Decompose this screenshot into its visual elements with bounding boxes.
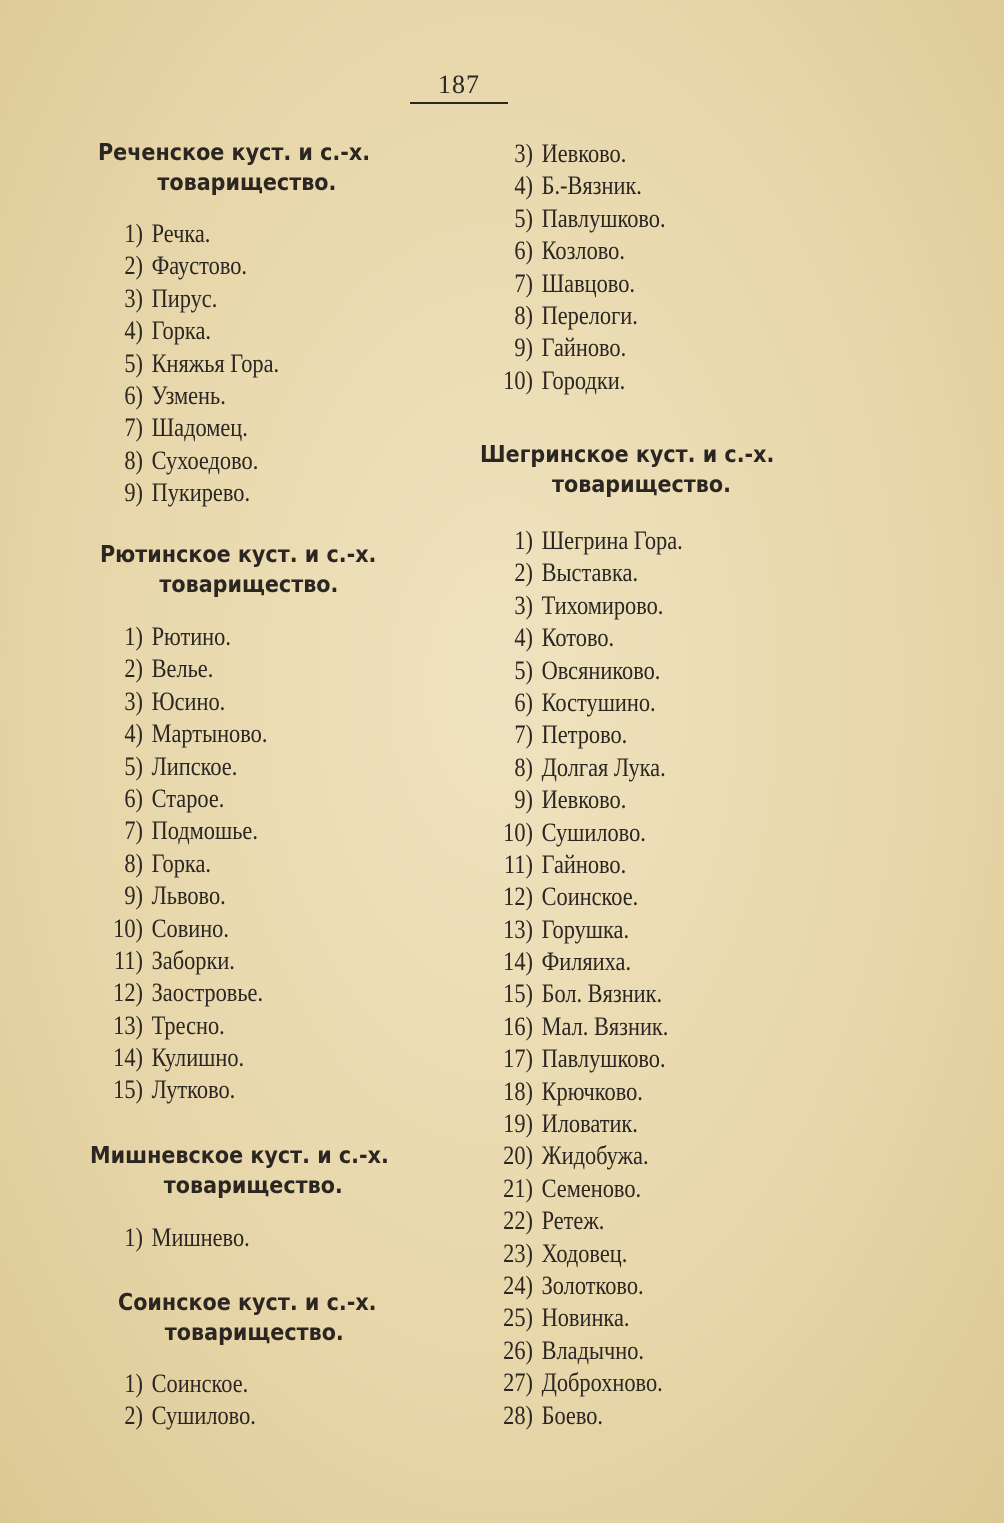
- item-name: Владычно.: [541, 1335, 644, 1365]
- item-name: Иевково.: [541, 785, 627, 815]
- list-item: [490, 1205, 683, 1237]
- item-name: Юсино.: [151, 686, 226, 716]
- item-name: Шавцово.: [541, 268, 635, 298]
- list-ryutinskoe: [100, 621, 295, 1107]
- item-number: 10): [503, 817, 533, 847]
- item-name: Сушилово.: [151, 1401, 256, 1431]
- item-number: 27): [503, 1368, 533, 1398]
- item-number: 4): [124, 316, 143, 346]
- item-name: Гайново.: [541, 849, 627, 879]
- item-name: Заборки.: [151, 945, 235, 975]
- item-number: 20): [503, 1141, 533, 1171]
- list-item: [490, 946, 683, 978]
- item-name: Пирус.: [151, 283, 218, 313]
- page-number: 187: [410, 70, 508, 104]
- item-number: 7): [124, 413, 143, 443]
- item-name: Б.-Вязник.: [541, 171, 642, 201]
- item-number: 16): [503, 1011, 533, 1041]
- list-item: [100, 283, 279, 315]
- list-item: [100, 315, 279, 347]
- item-name: Мартыново.: [151, 719, 268, 749]
- item-number: 8): [124, 848, 143, 878]
- item-number: 2): [124, 1401, 143, 1431]
- item-name: Горушка.: [541, 914, 630, 944]
- item-name: Рютино.: [151, 622, 231, 651]
- list-mishnevskoe: [100, 1222, 274, 1254]
- item-number: 6): [124, 783, 143, 813]
- list-item: [100, 880, 267, 912]
- item-name: Фаустово.: [151, 251, 247, 281]
- item-number: 8): [514, 752, 533, 782]
- section-ryutinskoe: [100, 540, 407, 600]
- item-name: Семеново.: [541, 1173, 642, 1203]
- list-item: [490, 332, 666, 364]
- item-number: 2): [514, 558, 533, 588]
- item-name: Княжья Гора.: [151, 348, 280, 378]
- heading-line-1: Рютинское куст. и с.-х.: [100, 542, 377, 568]
- item-number: 6): [514, 236, 533, 266]
- item-number: 14): [113, 1043, 143, 1073]
- item-number: 15): [503, 979, 533, 1009]
- list-soinskoe: [100, 1368, 281, 1433]
- item-number: 25): [503, 1303, 533, 1333]
- item-number: 2): [124, 251, 143, 281]
- list-soinskoe-continued: [490, 138, 694, 397]
- list-item: [490, 978, 683, 1010]
- list-item: [100, 751, 267, 783]
- list-item: [490, 1108, 683, 1140]
- item-name: Соинское.: [151, 1369, 249, 1398]
- item-name: Гайново.: [541, 333, 627, 363]
- list-item: [490, 784, 683, 816]
- item-name: Бол. Вязник.: [541, 979, 663, 1009]
- list-item: [490, 622, 683, 654]
- item-name: Доброхново.: [541, 1368, 663, 1398]
- section-heading: [98, 138, 370, 198]
- list-item: [100, 621, 267, 653]
- item-number: 1): [124, 622, 143, 651]
- list-item: [490, 1140, 683, 1172]
- list-item: [100, 653, 267, 685]
- item-number: 3): [514, 139, 533, 168]
- list-item: [100, 686, 267, 718]
- section-heading: [480, 440, 774, 500]
- item-number: 5): [124, 751, 143, 781]
- list-item: [100, 783, 267, 815]
- list-item: [490, 719, 683, 751]
- list-item: [100, 977, 267, 1009]
- item-number: 1): [514, 526, 533, 555]
- item-name: Старое.: [151, 783, 225, 813]
- item-number: 23): [503, 1238, 533, 1268]
- item-number: 15): [113, 1075, 143, 1105]
- list-item: [100, 412, 279, 444]
- item-name: Шегрина Гора.: [541, 526, 683, 555]
- heading-line-2: товарищество.: [164, 1320, 344, 1346]
- item-name: Лутково.: [151, 1075, 236, 1105]
- item-number: 4): [124, 719, 143, 749]
- item-number: 9): [514, 785, 533, 815]
- item-number: 28): [503, 1400, 533, 1430]
- item-number: 1): [124, 1369, 143, 1398]
- item-number: 1): [124, 1223, 143, 1252]
- item-name: Сухоедово.: [151, 445, 259, 475]
- item-name: Узмень.: [151, 380, 226, 410]
- list-item: [490, 170, 666, 202]
- item-number: 3): [514, 590, 533, 620]
- item-name: Жидобужа.: [541, 1141, 649, 1171]
- item-name: Липское.: [151, 751, 238, 781]
- item-number: 5): [514, 655, 533, 685]
- section-heading: [90, 1141, 389, 1201]
- list-item: [490, 268, 666, 300]
- list-item: [100, 815, 267, 847]
- item-name: Заостровье.: [151, 978, 264, 1008]
- list-item: [490, 138, 666, 170]
- item-name: Городки.: [541, 365, 626, 395]
- heading-line-2: товарищество.: [552, 472, 731, 498]
- item-number: 4): [514, 623, 533, 653]
- item-name: Сушилово.: [541, 817, 646, 847]
- item-name: Велье.: [151, 654, 214, 684]
- list-item: [100, 1074, 267, 1106]
- item-name: Соинское.: [541, 882, 639, 912]
- section-rechenskoe: [98, 138, 400, 198]
- list-item: [100, 1222, 250, 1254]
- item-name: Павлушково.: [541, 1044, 666, 1074]
- item-number: 11): [114, 945, 143, 975]
- item-number: 21): [503, 1173, 533, 1203]
- item-number: 3): [124, 686, 143, 716]
- heading-line-1: Мишневское куст. и с.-х.: [90, 1143, 389, 1169]
- item-number: 17): [503, 1044, 533, 1074]
- item-name: Горка.: [151, 848, 211, 878]
- item-number: 1): [124, 219, 143, 248]
- list-item: [100, 380, 279, 412]
- list-item: [490, 365, 666, 397]
- item-name: Мишнево.: [151, 1223, 250, 1252]
- list-item: [490, 1400, 683, 1432]
- item-name: Боево.: [541, 1400, 603, 1430]
- item-number: 8): [124, 445, 143, 475]
- list-item: [490, 590, 683, 622]
- section-heading: [100, 540, 376, 600]
- list-item: [490, 752, 683, 784]
- list-item: [490, 300, 666, 332]
- list-item: [100, 1400, 256, 1432]
- item-name: Иевково.: [541, 139, 627, 168]
- heading-line-2: товарищество.: [159, 572, 339, 598]
- item-number: 5): [514, 203, 533, 233]
- list-item: [490, 1302, 683, 1334]
- item-name: Кулишно.: [151, 1043, 245, 1073]
- section-mishnevskoe: [90, 1141, 422, 1201]
- item-number: 10): [503, 365, 533, 395]
- list-shegrinskoe: [490, 525, 714, 1432]
- item-number: 7): [124, 816, 143, 846]
- item-number: 11): [504, 849, 533, 879]
- list-item: [490, 1335, 683, 1367]
- list-item: [490, 817, 683, 849]
- item-name: Тихомирово.: [541, 590, 664, 620]
- item-name: Павлушково.: [541, 203, 666, 233]
- list-item: [490, 881, 683, 913]
- list-item: [100, 848, 267, 880]
- item-number: 18): [503, 1076, 533, 1106]
- item-number: 3): [124, 283, 143, 313]
- list-item: [490, 687, 683, 719]
- item-number: 14): [503, 947, 533, 977]
- item-name: Подмошье.: [151, 816, 258, 846]
- section-shegrinskoe: [480, 440, 807, 500]
- item-name: Новинка.: [541, 1303, 630, 1333]
- item-number: 26): [503, 1335, 533, 1365]
- item-name: Тресно.: [151, 1010, 225, 1040]
- heading-line-1: Соинское куст. и с.-х.: [118, 1290, 377, 1316]
- item-name: Совино.: [151, 913, 229, 943]
- list-item: [100, 1368, 256, 1400]
- list-item: [100, 913, 267, 945]
- heading-line-2: товарищество.: [157, 170, 337, 196]
- item-name: Филяиха.: [541, 947, 632, 977]
- list-item: [490, 203, 666, 235]
- heading-line-1: Реченское куст. и с.-х.: [98, 140, 371, 166]
- list-item: [490, 1173, 683, 1205]
- list-item: [490, 1043, 683, 1075]
- item-number: 4): [514, 171, 533, 201]
- list-item: [100, 718, 267, 750]
- item-number: 9): [514, 333, 533, 363]
- item-number: 7): [514, 720, 533, 750]
- list-item: [100, 250, 279, 282]
- list-item: [490, 1367, 683, 1399]
- item-number: 9): [124, 881, 143, 911]
- list-item: [100, 348, 279, 380]
- item-number: 24): [503, 1270, 533, 1300]
- list-item: [490, 1238, 683, 1270]
- item-number: 5): [124, 348, 143, 378]
- item-name: Горка.: [151, 316, 211, 346]
- heading-line-1: Шегринское куст. и с.-х.: [480, 442, 775, 468]
- item-name: Выставка.: [541, 558, 639, 588]
- item-name: Овсяниково.: [541, 655, 661, 685]
- list-item: [490, 1011, 683, 1043]
- list-rechenskoe: [100, 218, 308, 510]
- item-name: Речка.: [151, 219, 211, 248]
- item-name: Иловатик.: [541, 1109, 638, 1139]
- item-name: Золотково.: [541, 1270, 644, 1300]
- item-name: Ходовец.: [541, 1238, 628, 1268]
- item-name: Ретеж.: [541, 1206, 605, 1236]
- item-name: Петрово.: [541, 720, 628, 750]
- list-item: [490, 1270, 683, 1302]
- list-item: [490, 914, 683, 946]
- list-item: [490, 557, 683, 589]
- item-number: 2): [124, 654, 143, 684]
- item-name: Крючково.: [541, 1076, 643, 1106]
- list-item: [100, 445, 279, 477]
- item-name: Козлово.: [541, 236, 625, 266]
- item-number: 8): [514, 300, 533, 330]
- list-item: [490, 525, 683, 557]
- list-item: [100, 1042, 267, 1074]
- item-number: 7): [514, 268, 533, 298]
- item-number: 19): [503, 1109, 533, 1139]
- list-item: [100, 1010, 267, 1042]
- item-name: Перелоги.: [541, 300, 638, 330]
- item-number: 12): [113, 978, 143, 1008]
- list-item: [100, 477, 279, 509]
- list-item: [490, 849, 683, 881]
- item-name: Пукирево.: [151, 478, 251, 508]
- list-item: [100, 945, 267, 977]
- list-item: [490, 655, 683, 687]
- item-number: 22): [503, 1206, 533, 1236]
- item-name: Шадомец.: [151, 413, 248, 443]
- item-name: Котово.: [541, 623, 615, 653]
- item-number: 6): [514, 687, 533, 717]
- item-name: Костушино.: [541, 687, 656, 717]
- section-soinskoe: [118, 1288, 405, 1348]
- list-item: [490, 1076, 683, 1108]
- section-heading: [118, 1288, 377, 1348]
- list-item: [490, 235, 666, 267]
- item-name: Мал. Вязник.: [541, 1011, 669, 1041]
- item-number: 13): [503, 914, 533, 944]
- item-name: Львово.: [151, 881, 226, 911]
- item-number: 10): [113, 913, 143, 943]
- item-name: Долгая Лука.: [541, 752, 666, 782]
- item-number: 13): [113, 1010, 143, 1040]
- item-number: 9): [124, 478, 143, 508]
- item-number: 6): [124, 380, 143, 410]
- list-item: [100, 218, 279, 250]
- item-number: 12): [503, 882, 533, 912]
- heading-line-2: товарищество.: [163, 1173, 343, 1199]
